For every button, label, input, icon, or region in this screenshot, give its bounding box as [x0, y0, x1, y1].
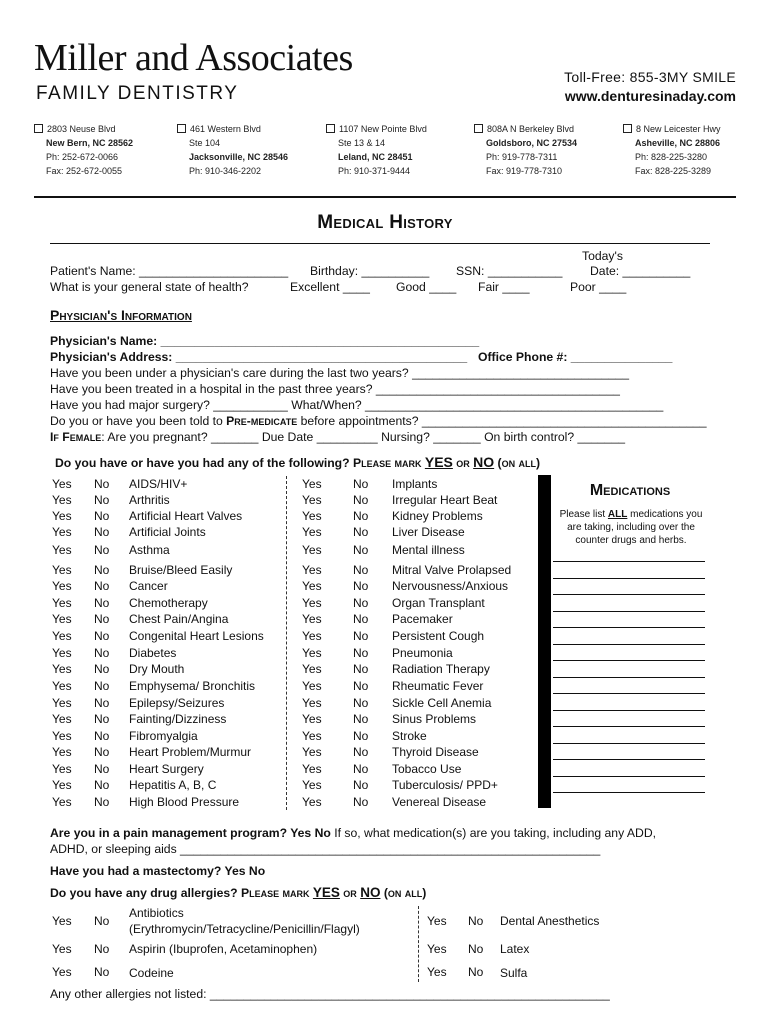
condition-no[interactable]: No	[353, 745, 369, 759]
condition-left-label: Congenital Heart Lesions	[129, 629, 264, 643]
surgery-question[interactable]: Have you had major surgery? ___________ What/When? ____________________________________________	[50, 398, 664, 412]
column-divider	[286, 476, 287, 810]
medication-line[interactable]	[553, 743, 705, 744]
condition-yes[interactable]: Yes	[302, 778, 322, 792]
page-title: Medical History	[317, 212, 453, 233]
condition-yes[interactable]: Yes	[302, 596, 322, 610]
condition-right-label: Venereal Disease	[392, 795, 487, 809]
condition-right-label: Radiation Therapy	[392, 662, 490, 676]
todays-label: Today's	[582, 249, 623, 263]
patient-name-field[interactable]: Patient's Name: ______________________	[50, 264, 289, 278]
condition-yes[interactable]: Yes	[52, 745, 72, 759]
medication-line[interactable]	[553, 759, 705, 760]
health-question: What is your general state of health?	[50, 280, 249, 294]
condition-left-label: Bruise/Bleed Easily	[129, 563, 233, 577]
birthday-field[interactable]: Birthday: __________	[310, 264, 430, 278]
checkbox-icon[interactable]	[474, 124, 483, 133]
condition-right-label: Pacemaker	[392, 612, 453, 626]
medication-line[interactable]	[553, 578, 705, 579]
health-good[interactable]: Good ____	[396, 280, 457, 294]
condition-no[interactable]: No	[94, 563, 110, 577]
condition-no[interactable]: No	[353, 729, 369, 743]
allergy-yes[interactable]: Yes	[52, 942, 72, 956]
condition-yes[interactable]: Yes	[52, 778, 72, 792]
condition-left-label: Cancer	[129, 579, 168, 593]
medication-line[interactable]	[553, 627, 705, 628]
medications-note: Please list ALL medications you are taking, including over the counter drugs and herbs.	[559, 509, 703, 546]
condition-yes[interactable]: Yes	[52, 612, 72, 626]
allergy-yes[interactable]: Yes	[427, 942, 447, 956]
condition-no[interactable]: No	[353, 646, 369, 660]
condition-right-label: Pneumonia	[392, 646, 453, 660]
condition-yes[interactable]: Yes	[52, 629, 72, 643]
allergy-no[interactable]: No	[468, 942, 484, 956]
condition-left-label: Arthritis	[129, 493, 170, 507]
checkbox-icon[interactable]	[177, 124, 186, 133]
hospital-question[interactable]: Have you been treated in a hospital in the past three years? ____________________________________	[50, 382, 620, 396]
date-field[interactable]: Date: __________	[590, 264, 691, 278]
medication-line[interactable]	[553, 677, 705, 678]
condition-right-label: Mitral Valve Prolapsed	[392, 563, 512, 577]
condition-left-label: Emphysema/ Bronchitis	[129, 679, 256, 693]
condition-yes[interactable]: Yes	[302, 509, 322, 523]
condition-right-label: Nervousness/Anxious	[392, 579, 509, 593]
header-divider	[34, 196, 736, 198]
practice-subtitle: FAMILY DENTISTRY	[36, 83, 239, 104]
health-excellent[interactable]: Excellent ____	[290, 280, 370, 294]
office-goldsboro: 808A N Berkeley Blvd Goldsboro, NC 27534 Ph: 919-778-7311 Fax: 919-778-7310	[474, 122, 577, 178]
condition-no[interactable]: No	[353, 525, 369, 539]
condition-no[interactable]: No	[94, 729, 110, 743]
condition-yes[interactable]: Yes	[302, 795, 322, 809]
condition-yes[interactable]: Yes	[52, 646, 72, 660]
condition-no[interactable]: No	[94, 778, 110, 792]
condition-left-label: Heart Problem/Murmur	[129, 745, 252, 759]
condition-no[interactable]: No	[94, 662, 110, 676]
premedicate-question[interactable]: Do you or have you been told to Pre-medicate before appointments? __________________________________________	[50, 414, 707, 428]
allergy-codeine: Codeine	[129, 966, 174, 980]
physician-address-field[interactable]: Physician's Address: ___________________________________________	[50, 350, 468, 364]
condition-yes[interactable]: Yes	[52, 563, 72, 577]
other-allergies-field[interactable]: Any other allergies not listed: ___________________________________________________________	[50, 987, 610, 1001]
condition-no[interactable]: No	[94, 579, 110, 593]
mastectomy-question[interactable]: Have you had a mastectomy? Yes No	[50, 864, 266, 878]
checkbox-icon[interactable]	[34, 124, 43, 133]
checkbox-icon[interactable]	[623, 124, 632, 133]
condition-left-label: Diabetes	[129, 646, 177, 660]
medications-bar	[538, 475, 551, 808]
practice-name: Miller and Associates	[34, 37, 353, 79]
allergy-yes[interactable]: Yes	[52, 914, 72, 928]
condition-yes[interactable]: Yes	[302, 612, 322, 626]
medication-line[interactable]	[553, 611, 705, 612]
condition-yes[interactable]: Yes	[302, 679, 322, 693]
condition-left-label: Chest Pain/Angina	[129, 612, 229, 626]
condition-left-label: Hepatitis A, B, C	[129, 778, 217, 792]
condition-right-label: Tuberculosis/ PPD+	[392, 778, 498, 792]
condition-left-label: Fibromyalgia	[129, 729, 198, 743]
office-jacksonville: 461 Western Blvd Ste 104 Jacksonville, NC 28546 Ph: 910-346-2202	[177, 122, 288, 178]
condition-left-label: Chemotherapy	[129, 596, 208, 610]
condition-no[interactable]: No	[94, 795, 110, 809]
condition-no[interactable]: No	[94, 525, 110, 539]
condition-no[interactable]: No	[353, 477, 369, 491]
condition-left-label: Asthma	[129, 543, 170, 557]
checkbox-icon[interactable]	[326, 124, 335, 133]
condition-yes[interactable]: Yes	[302, 477, 322, 491]
medication-line[interactable]	[553, 776, 705, 777]
condition-yes[interactable]: Yes	[302, 563, 322, 577]
condition-no[interactable]: No	[353, 493, 369, 507]
pain-management-question[interactable]: Are you in a pain management program? Yes No If so, what medication(s) are you taking, including any ADD,	[50, 826, 657, 840]
condition-yes[interactable]: Yes	[302, 762, 322, 776]
condition-yes[interactable]: Yes	[52, 662, 72, 676]
condition-yes[interactable]: Yes	[52, 477, 72, 491]
health-fair[interactable]: Fair ____	[478, 280, 530, 294]
toll-free-number: Toll-Free: 855-3MY SMILE	[564, 69, 736, 85]
allergy-sulfa: Sulfa	[500, 966, 528, 980]
condition-no[interactable]: No	[353, 679, 369, 693]
condition-no[interactable]: No	[94, 612, 110, 626]
condition-left-label: Epilepsy/Seizures	[129, 696, 225, 710]
condition-no[interactable]: No	[353, 696, 369, 710]
sleeping-aids-field[interactable]: ADHD, or sleeping aids ______________________________________________________________	[50, 842, 601, 856]
medication-line[interactable]	[553, 644, 705, 645]
condition-yes[interactable]: Yes	[302, 662, 322, 676]
condition-left-label: Fainting/Dizziness	[129, 712, 227, 726]
condition-right-label: Sickle Cell Anemia	[392, 696, 492, 710]
condition-yes[interactable]: Yes	[52, 543, 72, 557]
condition-no[interactable]: No	[353, 795, 369, 809]
condition-left-label: High Blood Pressure	[129, 795, 240, 809]
condition-no[interactable]: No	[94, 596, 110, 610]
allergy-aspirin: Aspirin (Ibuprofen, Acetaminophen)	[129, 942, 318, 956]
medication-line[interactable]	[553, 726, 705, 727]
condition-no[interactable]: No	[353, 563, 369, 577]
condition-right-label: Thyroid Disease	[392, 745, 479, 759]
condition-yes[interactable]: Yes	[302, 646, 322, 660]
allergy-no[interactable]: No	[94, 942, 110, 956]
condition-left-label: Artificial Joints	[129, 525, 206, 539]
condition-yes[interactable]: Yes	[302, 629, 322, 643]
physician-section-heading: Physician's Information	[50, 307, 192, 323]
allergy-antibiotics: Antibiotics	[129, 906, 184, 920]
condition-no[interactable]: No	[94, 509, 110, 523]
medications-title: Medications	[589, 482, 671, 499]
condition-yes[interactable]: Yes	[302, 493, 322, 507]
condition-left-label: Dry Mouth	[129, 662, 185, 676]
condition-yes[interactable]: Yes	[52, 696, 72, 710]
condition-no[interactable]: No	[353, 612, 369, 626]
medication-line[interactable]	[553, 660, 705, 661]
title-divider	[50, 243, 710, 244]
allergy-divider	[418, 906, 419, 982]
condition-no[interactable]: No	[94, 696, 110, 710]
allergy-latex: Latex	[500, 942, 530, 956]
female-question[interactable]: If Female: Are you pregnant? _______ Due Date _________ Nursing? _______ On birth control? _______	[50, 430, 626, 444]
condition-yes[interactable]: Yes	[52, 679, 72, 693]
condition-left-label: Artificial Heart Valves	[129, 509, 243, 523]
office-leland: 1107 New Pointe Blvd Ste 13 & 14 Leland, NC 28451 Ph: 910-371-9444	[326, 122, 427, 178]
office-asheville: 8 New Leicester Hwy Asheville, NC 28806 Ph: 828-225-3280 Fax: 828-225-3289	[623, 122, 721, 178]
condition-yes[interactable]: Yes	[302, 729, 322, 743]
condition-no[interactable]: No	[94, 712, 110, 726]
medication-line[interactable]	[553, 693, 705, 694]
condition-no[interactable]: No	[94, 646, 110, 660]
condition-yes[interactable]: Yes	[52, 762, 72, 776]
conditions-question: Do you have or have you had any of the following? Please mark YES or NO (on all)	[55, 454, 541, 470]
physician-name-field[interactable]: Physician's Name: _______________________________________________	[50, 334, 480, 348]
allergy-no[interactable]: No	[94, 914, 110, 928]
condition-right-label: Rheumatic Fever	[392, 679, 484, 693]
condition-no[interactable]: No	[353, 712, 369, 726]
allergies-question: Do you have any drug allergies? Please mark YES or NO (on all)	[50, 885, 427, 900]
allergy-no[interactable]: No	[94, 965, 110, 979]
condition-no[interactable]: No	[94, 543, 110, 557]
condition-yes[interactable]: Yes	[52, 509, 72, 523]
condition-no[interactable]: No	[94, 745, 110, 759]
condition-yes[interactable]: Yes	[302, 745, 322, 759]
condition-yes[interactable]: Yes	[52, 596, 72, 610]
medication-line[interactable]	[553, 792, 705, 793]
condition-right-label: Stroke	[392, 729, 427, 743]
condition-no[interactable]: No	[353, 778, 369, 792]
condition-no[interactable]: No	[94, 629, 110, 643]
ssn-field[interactable]: SSN: ___________	[456, 264, 563, 278]
condition-no[interactable]: No	[353, 629, 369, 643]
condition-yes[interactable]: Yes	[302, 525, 322, 539]
allergy-no[interactable]: No	[468, 965, 484, 979]
medication-line[interactable]	[553, 561, 705, 562]
health-poor[interactable]: Poor ____	[570, 280, 627, 294]
condition-yes[interactable]: Yes	[302, 712, 322, 726]
allergy-no[interactable]: No	[468, 914, 484, 928]
condition-right-label: Tobacco Use	[392, 762, 462, 776]
condition-yes[interactable]: Yes	[52, 795, 72, 809]
condition-no[interactable]: No	[353, 662, 369, 676]
condition-no[interactable]: No	[353, 596, 369, 610]
medication-line[interactable]	[553, 710, 705, 711]
condition-yes[interactable]: Yes	[52, 525, 72, 539]
condition-no[interactable]: No	[353, 762, 369, 776]
condition-yes[interactable]: Yes	[302, 579, 322, 593]
condition-right-label: Mental illness	[392, 543, 465, 557]
condition-yes[interactable]: Yes	[52, 493, 72, 507]
condition-no[interactable]: No	[353, 579, 369, 593]
condition-right-label: Sinus Problems	[392, 712, 477, 726]
condition-no[interactable]: No	[94, 477, 110, 491]
office-phone-field[interactable]: Office Phone #: _______________	[478, 350, 673, 364]
condition-no[interactable]: No	[94, 679, 110, 693]
allergy-yes[interactable]: Yes	[427, 914, 447, 928]
condition-yes[interactable]: Yes	[52, 729, 72, 743]
condition-right-label: Organ Transplant	[392, 596, 485, 610]
physician-care-question[interactable]: Have you been under a physician's care during the last two years? ________________________________	[50, 366, 629, 380]
condition-right-label: Irregular Heart Beat	[392, 493, 498, 507]
allergy-yes[interactable]: Yes	[427, 965, 447, 979]
condition-no[interactable]: No	[353, 509, 369, 523]
allergy-antibiotics-detail: (Erythromycin/Tetracycline/Penicillin/Flagyl)	[129, 922, 360, 936]
office-new-bern: 2803 Neuse Blvd New Bern, NC 28562 Ph: 252-672-0066 Fax: 252-672-0055	[34, 122, 133, 178]
allergy-dental-anesthetics: Dental Anesthetics	[500, 914, 600, 928]
condition-right-label: Liver Disease	[392, 525, 465, 539]
condition-left-label: AIDS/HIV+	[129, 477, 188, 491]
condition-left-label: Heart Surgery	[129, 762, 204, 776]
website-link[interactable]: www.denturesinaday.com	[564, 88, 736, 104]
condition-yes[interactable]: Yes	[302, 543, 322, 557]
condition-no[interactable]: No	[353, 543, 369, 557]
medication-line[interactable]	[553, 594, 705, 595]
condition-right-label: Implants	[392, 477, 438, 491]
condition-yes[interactable]: Yes	[302, 696, 322, 710]
condition-no[interactable]: No	[94, 493, 110, 507]
condition-yes[interactable]: Yes	[52, 579, 72, 593]
allergy-yes[interactable]: Yes	[52, 965, 72, 979]
condition-right-label: Kidney Problems	[392, 509, 483, 523]
condition-no[interactable]: No	[94, 762, 110, 776]
condition-right-label: Persistent Cough	[392, 629, 485, 643]
condition-yes[interactable]: Yes	[52, 712, 72, 726]
